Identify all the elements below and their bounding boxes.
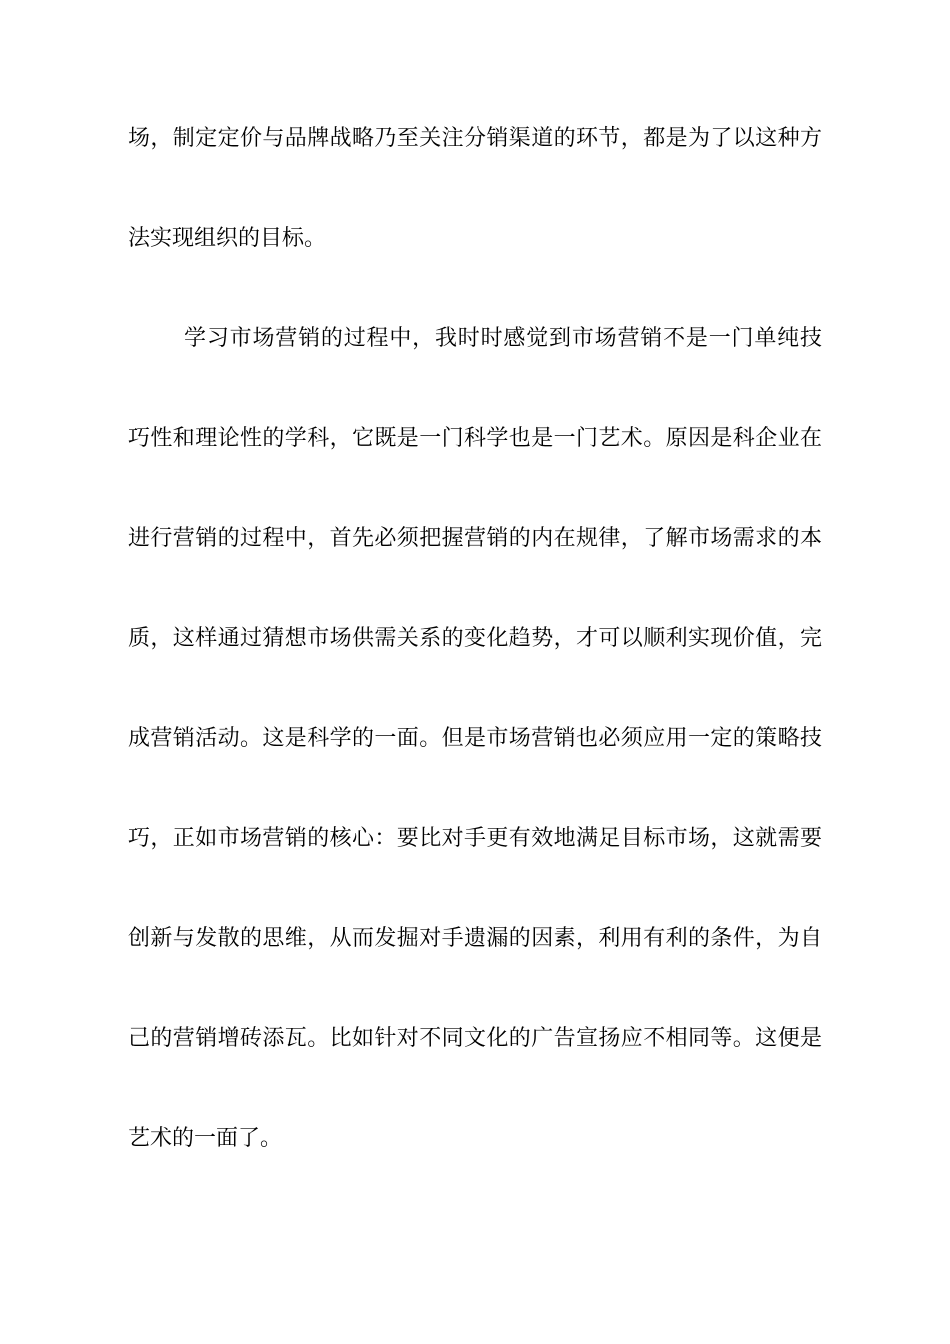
text-line: 法实现组织的目标。 bbox=[128, 226, 327, 251]
text-line: 巧，正如市场营销的核心：要比对手更有效地满足目标市场，这就需要 bbox=[128, 826, 822, 851]
text-line: 成营销活动。这是科学的一面。但是市场营销也必须应用一定的策略技 bbox=[128, 726, 822, 751]
paragraph-first-line: 学习市场营销的过程中，我时时感觉到市场营销不是一门单纯技 bbox=[184, 326, 822, 351]
text-line: 巧性和理论性的学科，它既是一门科学也是一门艺术。原因是科企业在 bbox=[128, 426, 822, 451]
text-line: 进行营销的过程中，首先必须把握营销的内在规律，了解市场需求的本 bbox=[128, 526, 822, 551]
text-line: 场，制定定价与品牌战略乃至关注分销渠道的环节，都是为了以这种方 bbox=[128, 126, 822, 151]
text-line: 创新与发散的思维，从而发掘对手遗漏的因素，利用有利的条件，为自 bbox=[128, 926, 822, 951]
text-line: 艺术的一面了。 bbox=[128, 1126, 283, 1151]
text-line: 己的营销增砖添瓦。比如针对不同文化的广告宣扬应不相同等。这便是 bbox=[128, 1026, 822, 1051]
text-line: 质，这样通过猜想市场供需关系的变化趋势，才可以顺利实现价值，完 bbox=[128, 626, 822, 651]
